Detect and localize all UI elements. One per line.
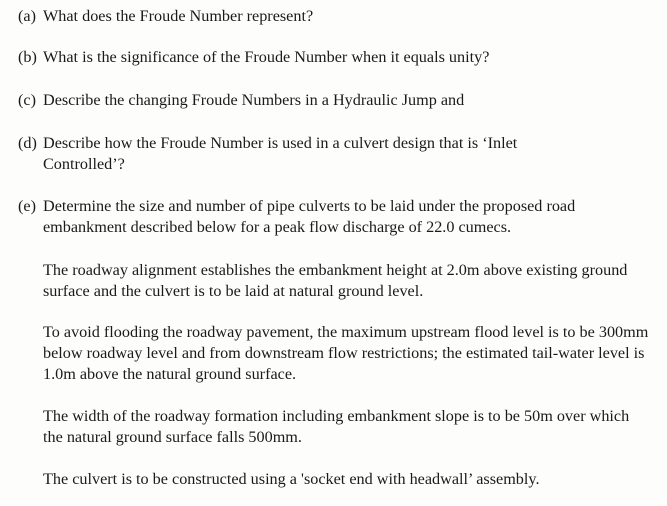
question-c-text: Describe the changing Froude Numbers in a Hydraulic Jump and bbox=[43, 91, 465, 109]
question-b bbox=[18, 47, 658, 68]
paragraph-flood-level: To avoid flooding the roadway pavement, the maximum upstream flood level is to be 300mm below roadway level and from downstream flow restrictions; the estimated tail-water level is 1.0m above the natural ground surface. bbox=[43, 323, 649, 383]
question-c bbox=[18, 90, 658, 111]
question-b-text: What is the significance of the Froude Number when it equals unity? bbox=[43, 48, 490, 66]
question-b-label: (b) bbox=[18, 48, 37, 66]
paragraph-culvert-assembly: The culvert is to be constructed using a 'socket end with headwall’ assembly. bbox=[43, 470, 540, 488]
paragraph-roadway-alignment: The roadway alignment establishes the embankment height at 2.0m above existing ground surface and the culvert is to be laid at natural ground level. bbox=[43, 261, 628, 300]
question-e bbox=[18, 196, 658, 238]
paragraph-roadway-width: The width of the roadway formation including embankment slope is to be 50m over which the natural ground surface falls 500mm. bbox=[43, 407, 630, 446]
question-a-text: What does the Froude Number represent? bbox=[43, 7, 314, 25]
question-a-label: (a) bbox=[18, 7, 36, 25]
question-d bbox=[18, 133, 578, 175]
question-a bbox=[18, 6, 658, 27]
question-d-label: (d) bbox=[18, 134, 37, 152]
question-d-text: Describe how the Froude Number is used in a culvert design that is ‘Inlet Controlled’? bbox=[43, 134, 518, 173]
question-c-label: (c) bbox=[18, 91, 36, 109]
question-e-text: Determine the size and number of pipe culverts to be laid under the proposed road embankment described below for a peak flow discharge of 22.0 cumecs. bbox=[43, 197, 576, 236]
question-e-label: (e) bbox=[18, 197, 36, 215]
